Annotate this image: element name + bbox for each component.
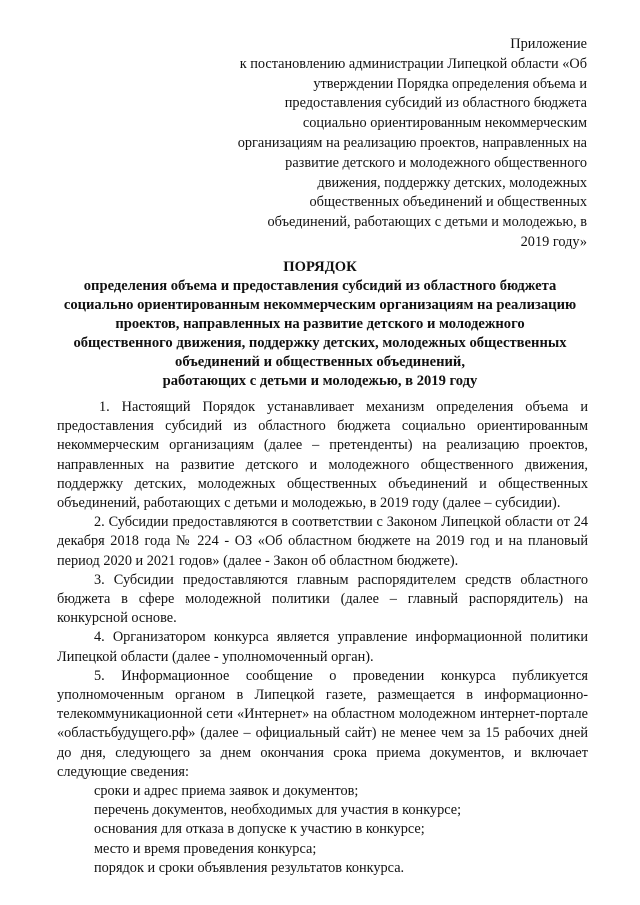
list-item: место и время проведения конкурса; xyxy=(94,840,317,857)
appendix-line: 2019 году» xyxy=(520,233,587,250)
title-line: социально ориентированным некоммерческим организациям на реализацию xyxy=(63,297,577,313)
document-body xyxy=(57,398,588,878)
appendix-line: предоставления субсидий из областного бюджета xyxy=(284,95,587,112)
appendix-line: социально ориентированным некоммерческим xyxy=(302,115,587,132)
appendix-line: общественных объединений и общественных xyxy=(309,194,587,211)
appendix-line: движения, поддержку детских, молодежных xyxy=(317,174,587,191)
list-item: порядок и сроки объявления результатов конкурса. xyxy=(94,859,405,876)
list-item: сроки и адрес приема заявок и документов; xyxy=(94,783,359,800)
title-line: общественного движения, поддержку детских, молодежных общественных xyxy=(73,335,567,351)
appendix-block xyxy=(197,35,587,253)
appendix-line: к постановлению администрации Липецкой области «Об xyxy=(239,55,587,72)
title-heading: ПОРЯДОК xyxy=(283,259,357,275)
paragraph-2: 2. Субсидии предоставляются в соответствии с Законом Липецкой области от 24 декабря 2018 года № 224 - ОЗ «Об областном бюджете на 2019 год и на плановый период 2020 и 2021 годов» (далее - Закон об областном бюджете). xyxy=(57,514,588,569)
appendix-line: организациям на реализацию проектов, направленных на xyxy=(237,134,587,151)
list-item: перечень документов, необходимых для участия в конкурсе; xyxy=(94,802,462,819)
title-line: работающих с детьми и молодежью, в 2019 году xyxy=(162,373,478,389)
list-item: основания для отказа в допуске к участию в конкурсе; xyxy=(94,821,425,838)
appendix-line: утверждении Порядка определения объема и xyxy=(313,75,587,92)
title-line: объединений и общественных объединений, xyxy=(175,354,465,370)
paragraph-4: 4. Организатором конкурса является управление информационной политики Липецкой области (далее - уполномоченный орган). xyxy=(57,629,588,665)
appendix-line: развитие детского и молодежного общественного xyxy=(285,154,587,171)
appendix-line: Приложение xyxy=(510,36,587,52)
document-title xyxy=(0,258,640,391)
title-line: определения объема и предоставления субсидий из областного бюджета xyxy=(83,278,557,294)
title-line: проектов, направленных на развитие детского и молодежного xyxy=(115,316,525,332)
paragraph-3: 3. Субсидии предоставляются главным распорядителем средств областного бюджета в сфере молодежной политики (далее – главный распорядитель) на конкурсной основе. xyxy=(57,571,588,627)
paragraph-1: 1. Настоящий Порядок устанавливает механизм определения объема и предоставления субсидий из областного бюджета социально ориентированным некоммерческим организациям (далее – претенденты) на реализацию проектов, направленных на развитие детского и молодежного общественного движения, поддержку детских, молодежных общественных объединений и общественных объединений, работающих с детьми и молодежью, в 2019 году (далее – субсидии). xyxy=(57,399,588,512)
appendix-line: объединений, работающих с детьми и молодежью, в xyxy=(267,214,587,231)
paragraph-5: 5. Информационное сообщение о проведении конкурса публикуется уполномоченным органом в Липецкой газете, размещается в информационно-телекоммуникационной сети «Интернет» на областном молодежном интернет-портале «областьбудущего.рф» (далее – официальный сайт) не менее чем за 15 рабочих дней до дня, следующего за днем окончания срока приема документов, и включает следующие сведения: xyxy=(57,667,588,780)
